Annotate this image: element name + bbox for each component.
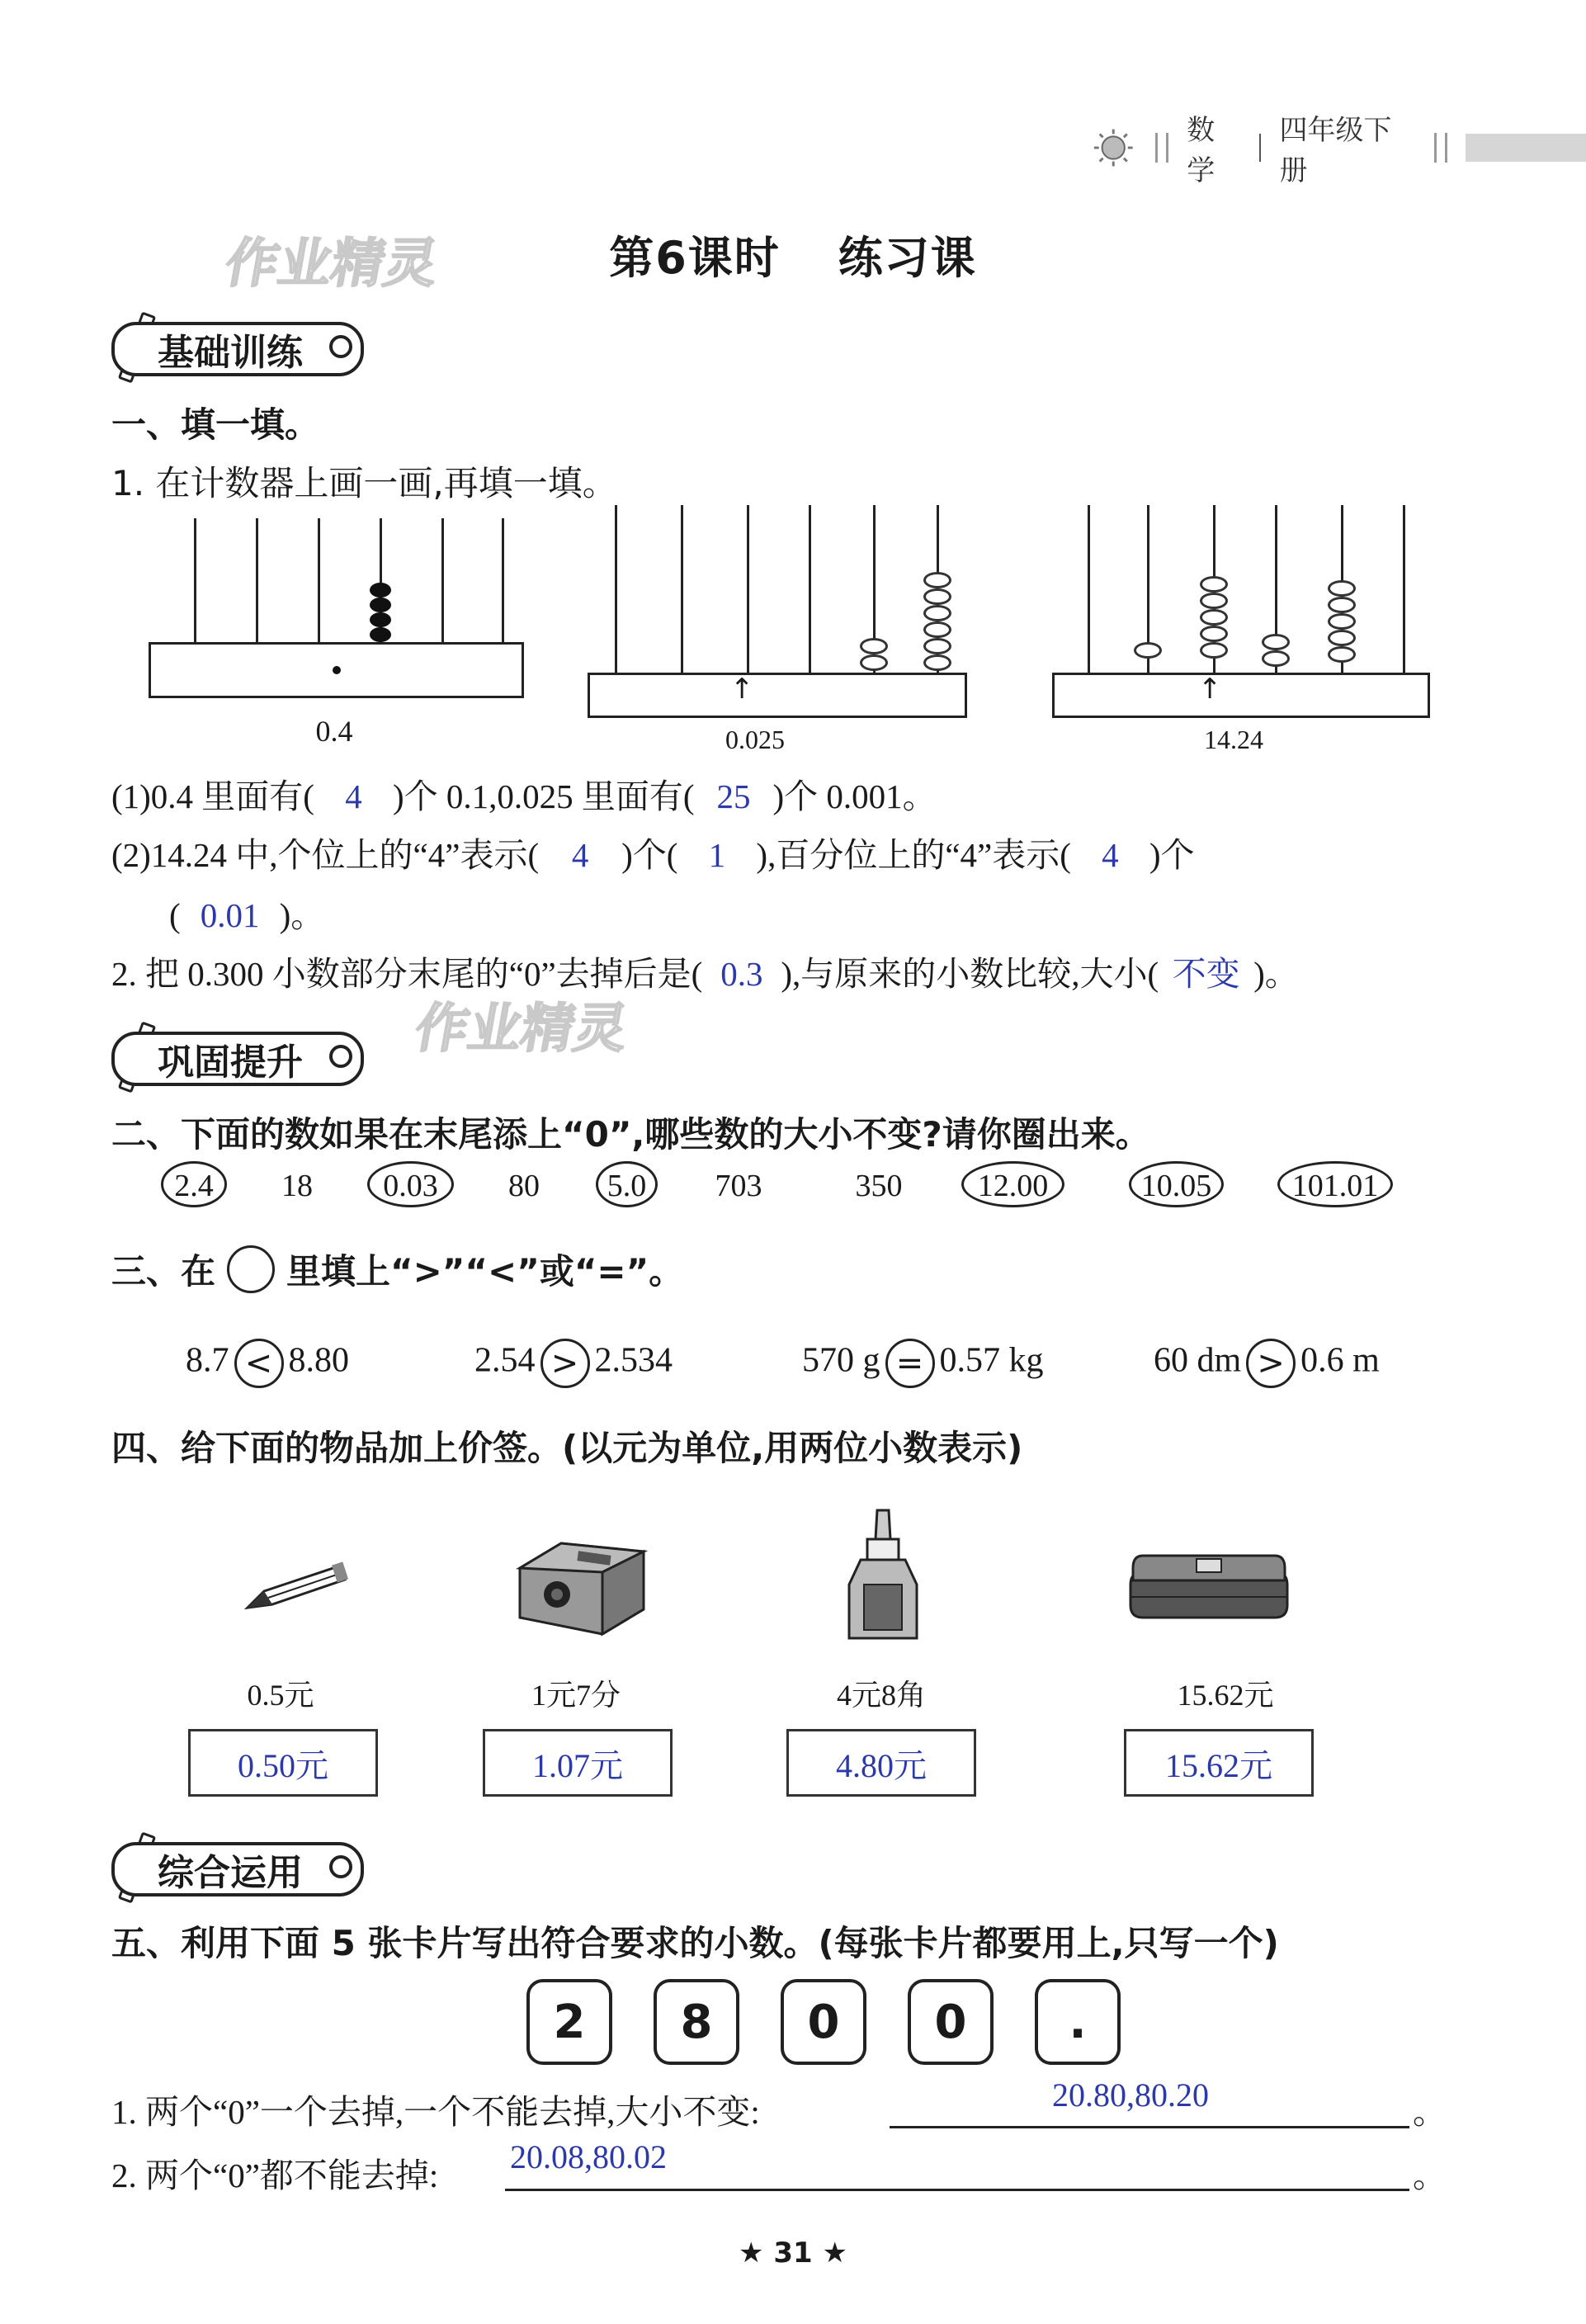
section-consolidate-label: 巩固提升	[111, 1032, 364, 1086]
abacus-bead	[923, 588, 951, 605]
abacus-label-3: 14.24	[1204, 725, 1263, 754]
item-price-label: 15.62元	[1177, 1679, 1274, 1712]
star-icon: ★	[739, 2237, 764, 2270]
q1-heading: 一、填一填。	[111, 404, 320, 445]
q4-heading: 四、给下面的物品加上价签。(以元为单位,用两位小数表示)	[111, 1428, 1023, 1468]
lesson-name: 练习课	[838, 232, 977, 284]
header-grade: 四年级下册	[1279, 114, 1392, 187]
watermark: 作业精灵	[220, 234, 443, 295]
abacus-bead	[1200, 593, 1228, 609]
abacus-bead	[1262, 650, 1290, 667]
abacus-bead	[923, 621, 951, 638]
text: )。	[279, 896, 325, 934]
section-apply	[111, 1842, 364, 1897]
text: (	[169, 896, 181, 934]
answer-underline	[505, 2189, 1409, 2191]
q5-line2-answer: 20.08,80.02	[510, 2138, 667, 2175]
abacus-bead	[1328, 630, 1356, 646]
abacus-bead	[1200, 576, 1228, 593]
right-value: 2.534	[594, 1341, 673, 1380]
page-number: 31	[773, 2237, 813, 2270]
q3-heading	[111, 1245, 683, 1294]
lesson-number: 第6课时	[609, 232, 781, 284]
answer: 4	[571, 836, 589, 874]
abacus-rod	[615, 505, 617, 673]
abacus-bead	[1262, 634, 1290, 650]
answer-underline	[890, 2126, 1409, 2128]
text: )个	[1149, 836, 1195, 874]
compare-sign: =	[885, 1339, 935, 1388]
answer: 0.01	[200, 896, 260, 934]
item-price-label: 0.5元	[247, 1679, 314, 1712]
abacus-bead	[1200, 626, 1228, 642]
compare-sign: >	[540, 1339, 590, 1388]
right-value: 0.6 m	[1300, 1341, 1380, 1380]
q2-number-row	[0, 1168, 1586, 1217]
answer: 4	[345, 777, 362, 815]
item-price-label: 1元7分	[531, 1679, 621, 1712]
abacus-bead	[370, 583, 391, 598]
digit-card: 0	[781, 1979, 866, 2065]
section-apply-label: 综合运用	[111, 1842, 364, 1897]
glue-bottle-icon	[838, 1506, 928, 1646]
number-item: 0.03	[383, 1169, 438, 1203]
text: )个(	[621, 836, 678, 874]
circle-mark	[961, 1161, 1064, 1207]
left-value: 570 g	[802, 1341, 880, 1380]
item-price-label: 4元8角	[836, 1679, 926, 1712]
q1-sub1: 1. 在计数器上画一画,再填一填。	[111, 463, 617, 503]
answer: 0.3	[720, 955, 763, 993]
number-item: 18	[281, 1169, 313, 1203]
decimal-point-dot	[333, 666, 341, 674]
number-item: 5.0	[607, 1169, 647, 1203]
abacus-bead	[923, 572, 951, 588]
text: )个 0.1,0.025 里面有(	[392, 777, 695, 815]
abacus-bead	[370, 612, 391, 627]
text: 三、在	[111, 1251, 216, 1292]
abacus-bead	[370, 627, 391, 642]
price-tag: 1.07元	[483, 1729, 673, 1797]
abacus-frame	[1052, 673, 1430, 718]
text: )个 0.001。	[772, 777, 937, 815]
answer: 4	[1102, 836, 1119, 874]
number-item: 10.05	[1140, 1169, 1212, 1203]
q5-line1-answer: 20.80,80.20	[1052, 2076, 1209, 2114]
abacus-label-1: 0.4	[315, 715, 353, 748]
number-item: 350	[855, 1169, 903, 1203]
q2-heading: 二、下面的数如果在末尾添上“0”,哪些数的大小不变?请你圈出来。	[111, 1114, 1150, 1155]
compare-2	[474, 1339, 673, 1388]
compare-3	[802, 1339, 1044, 1388]
abacus-bead	[1200, 609, 1228, 626]
abacus-bead	[860, 654, 888, 671]
abacus-rod	[256, 518, 258, 642]
abacus-frame	[588, 673, 967, 718]
end-mark: 。	[1413, 2093, 1447, 2131]
watermark-2: 作业精灵	[410, 999, 633, 1060]
abacus-rod	[318, 518, 320, 642]
abacus-rod	[441, 518, 444, 642]
abacus-bead	[1134, 642, 1162, 659]
number-item: 12.00	[977, 1169, 1049, 1203]
q5-line1-text: 1. 两个“0”一个去掉,一个不能去掉,大小不变:	[111, 2093, 760, 2131]
number-item: 101.01	[1291, 1169, 1379, 1203]
abacus-bead	[1328, 646, 1356, 663]
end-mark: 。	[1413, 2156, 1447, 2194]
digit-card: 8	[654, 1979, 739, 2065]
abacus-rod	[1403, 505, 1405, 673]
unit-arrow-icon: ↑	[1198, 673, 1222, 706]
right-value: 0.57 kg	[939, 1341, 1044, 1380]
header-strip	[1466, 134, 1586, 162]
price-tag: 0.50元	[188, 1729, 378, 1797]
number-item: 2.4	[174, 1169, 214, 1203]
left-value: 2.54	[474, 1341, 536, 1380]
star-icon: ★	[822, 2237, 847, 2270]
pencil-icon	[239, 1558, 355, 1616]
sun-icon	[1089, 127, 1137, 168]
circle-mark	[596, 1161, 658, 1207]
left-value: 60 dm	[1154, 1341, 1242, 1380]
abacus-bead	[1328, 597, 1356, 613]
compare-sign: <	[234, 1339, 284, 1388]
section-consolidate	[111, 1032, 364, 1086]
blank-circle	[227, 1245, 275, 1293]
text: )。	[1253, 955, 1299, 993]
header-divider-2	[1434, 133, 1447, 163]
abacus-rod	[1088, 505, 1090, 673]
compare-4	[1154, 1339, 1380, 1388]
text: 里填上“>”“<”或“=”。	[286, 1251, 684, 1292]
abacus-bead	[923, 654, 951, 671]
q5-line2-text: 2. 两个“0”都不能去掉:	[111, 2156, 439, 2194]
digit-card: 2	[526, 1979, 612, 2065]
price-tag: 15.62元	[1124, 1729, 1314, 1797]
answer: 1	[708, 836, 726, 874]
sharpener-icon	[512, 1535, 652, 1638]
abacus-rod	[502, 518, 504, 642]
digit-card: .	[1035, 1979, 1121, 2065]
text: ),与原来的小数比较,大小(	[781, 955, 1159, 993]
q1-part2-cont	[169, 888, 324, 937]
answer: 25	[716, 777, 751, 815]
circle-mark	[367, 1161, 454, 1207]
price-tag: 4.80元	[786, 1729, 976, 1797]
page-footer	[0, 2237, 1586, 2270]
pencil-case-icon	[1126, 1547, 1291, 1630]
abacus-bead	[370, 598, 391, 612]
abacus-label-2: 0.025	[725, 725, 785, 754]
q1-sub2	[111, 947, 1299, 995]
text: 2. 把 0.300 小数部分末尾的“0”去掉后是(	[111, 955, 703, 993]
unit-arrow-icon: ↑	[730, 673, 754, 706]
text: ),百分位上的“4”表示(	[756, 836, 1071, 874]
abacus-bead	[1200, 642, 1228, 659]
answer: 不变	[1172, 955, 1240, 993]
text: (1)0.4 里面有(	[111, 777, 314, 815]
header-separator	[1259, 134, 1261, 162]
compare-sign: >	[1246, 1339, 1296, 1388]
abacus-bead	[923, 605, 951, 621]
left-value: 8.7	[186, 1341, 229, 1380]
q1-part1	[111, 769, 937, 818]
compare-1	[186, 1339, 349, 1388]
right-value: 8.80	[288, 1341, 349, 1380]
abacus-bead	[1328, 613, 1356, 630]
digit-card: 0	[908, 1979, 994, 2065]
page-title	[0, 223, 1586, 286]
q5-heading: 五、利用下面 5 张卡片写出符合要求的小数。(每张卡片都要用上,只写一个)	[111, 1923, 1279, 1963]
header-subject: 数学	[1187, 114, 1215, 187]
section-basic	[111, 322, 364, 376]
abacus-bead	[923, 638, 951, 654]
page-header	[1089, 107, 1586, 188]
number-item: 80	[508, 1169, 540, 1203]
circle-mark	[1129, 1161, 1224, 1207]
circle-mark	[1277, 1161, 1393, 1207]
q1-part2	[111, 828, 1195, 876]
abacus-bead	[1328, 580, 1356, 597]
abacus-rod	[681, 505, 683, 673]
abacus-rod	[747, 505, 749, 673]
abacus-bead	[860, 638, 888, 654]
abacus-rod	[809, 505, 811, 673]
abacus-rod	[194, 518, 196, 642]
text: (2)14.24 中,个位上的“4”表示(	[111, 836, 540, 874]
header-divider	[1155, 133, 1168, 163]
circle-mark	[161, 1161, 227, 1207]
section-basic-label: 基础训练	[111, 322, 364, 376]
number-item: 703	[715, 1169, 762, 1203]
